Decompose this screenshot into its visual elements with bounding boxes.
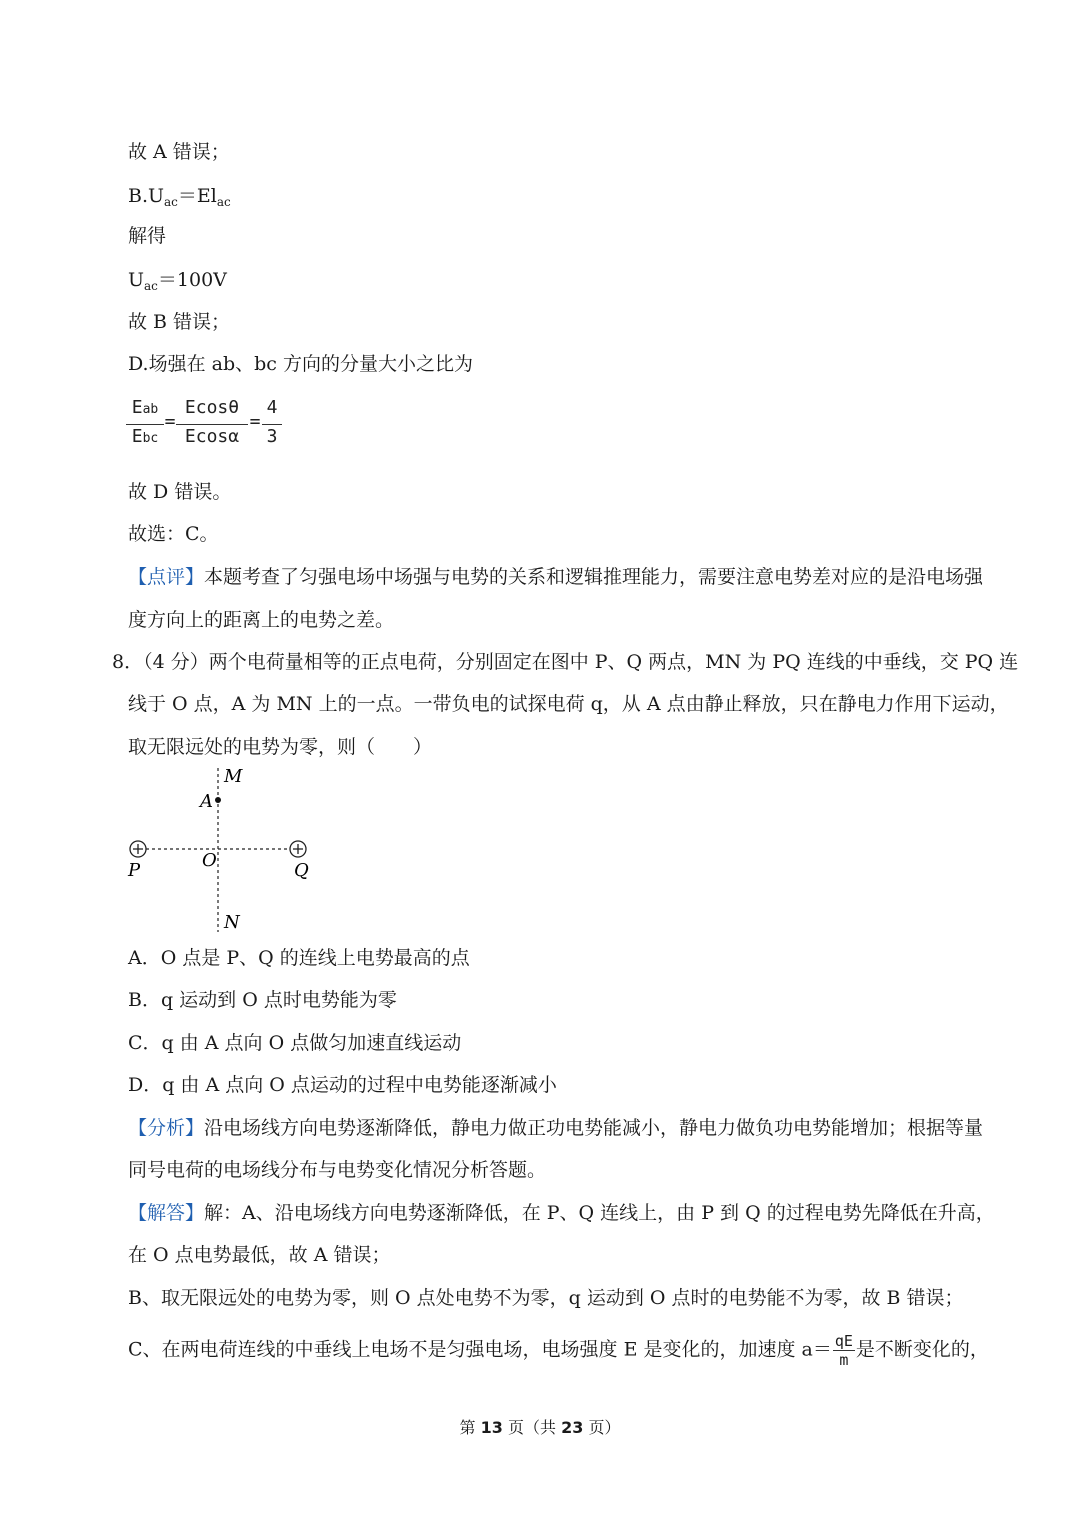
analysis-paragraph: [128, 1116, 983, 1140]
text-line: 故 D 错误。: [128, 481, 232, 503]
solution-text: 是不断变化的，: [855, 1338, 989, 1361]
ratio-formula: [126, 395, 296, 457]
solution-tag: 【解答】: [128, 1202, 205, 1224]
fraction-numerator: qE: [834, 1332, 853, 1350]
formula-denominator: 3: [266, 426, 278, 447]
point-a-dot: [215, 797, 221, 803]
option-b: B．q 运动到 O 点时电势能为零: [128, 989, 397, 1011]
text-line: 度方向上的距离上的电势之差。: [128, 609, 395, 631]
comment-text: 本题考查了匀强电场中场强与电势的关系和逻辑推理能力，需要注意电势差对应的是沿电场强: [204, 566, 984, 588]
question-stem: 8．（4 分）两个电荷量相等的正点电荷，分别固定在图中 P、Q 两点，MN 为 PQ 连线的中垂线，交 PQ 连: [112, 651, 1019, 673]
label-n: N: [224, 912, 240, 933]
text-line: 在 O 点电势最低，故 A 错误；: [128, 1244, 391, 1266]
text-line: [128, 1332, 989, 1369]
footer-text: 页）: [583, 1418, 621, 1437]
formula-numerator: Eab: [131, 397, 159, 418]
formula-denominator: Ecosα: [184, 426, 240, 447]
label-o: O: [202, 850, 217, 871]
formula-equals: =: [249, 411, 261, 432]
acceleration-fraction: [833, 1332, 855, 1369]
equation-line: [128, 184, 231, 208]
solution-paragraph: [128, 1201, 995, 1225]
charge-p-icon: [130, 841, 146, 857]
comment-paragraph: [128, 565, 983, 589]
fraction-denominator: m: [839, 1351, 849, 1369]
solution-text: 解：A、沿电场线方向电势逐渐降低，在 P、Q 连线上，由 P 到 Q 的过程电势先降低在升高，: [204, 1202, 995, 1224]
fraction-bar: [126, 424, 164, 425]
text-line: 故 A 错误；: [128, 141, 230, 163]
text-line: 解得: [128, 225, 167, 247]
label-a: A: [200, 791, 213, 812]
footer-text: 页（共: [502, 1418, 562, 1437]
fraction-bar: [262, 424, 282, 425]
charge-q-icon: [290, 841, 306, 857]
formula-numerator: Ecosθ: [184, 397, 240, 418]
formula-equals: =: [164, 411, 176, 432]
text-line: 故 B 错误；: [128, 311, 231, 333]
page-footer: [0, 1415, 1080, 1438]
eq-text: ＝100V: [157, 269, 227, 291]
formula-numerator: 4: [266, 397, 278, 418]
formula-denominator: Ebc: [131, 426, 159, 447]
solution-text: C、在两电荷连线的中垂线上电场不是匀强电场，电场强度 E 是变化的，加速度 a＝: [128, 1338, 832, 1361]
total-pages: 23: [561, 1418, 584, 1437]
label-p: P: [128, 860, 141, 881]
page-number: 13: [480, 1418, 503, 1437]
eq-text: ＝El: [177, 185, 217, 207]
eq-text: U: [128, 269, 145, 291]
fraction-bar: [176, 424, 248, 425]
question-stem: 线于 O 点，A 为 MN 上的一点。一带负电的试探电荷 q，从 A 点由静止释放，只在静电力作用下运动，: [128, 693, 1009, 715]
option-c: C．q 由 A 点向 O 点做匀加速直线运动: [128, 1032, 462, 1054]
analysis-tag: 【分析】: [128, 1117, 205, 1139]
label-q: Q: [294, 860, 309, 881]
eq-subscript: ac: [144, 279, 158, 293]
eq-text: B.U: [128, 185, 165, 207]
charge-diagram: [120, 760, 330, 940]
text-line: D.场强在 ab、bc 方向的分量大小之比为: [128, 353, 473, 375]
option-d: D．q 由 A 点向 O 点运动的过程中电势能逐渐减小: [128, 1074, 557, 1096]
eq-subscript: ac: [216, 195, 231, 209]
footer-text: 第: [459, 1418, 481, 1437]
comment-tag: 【点评】: [128, 566, 205, 588]
option-a: A．O 点是 P、Q 的连线上电势最高的点: [128, 947, 470, 969]
text-line: 同号电荷的电场线分布与电势变化情况分析答题。: [128, 1159, 547, 1181]
text-line: 故选：C。: [128, 523, 219, 545]
eq-subscript: ac: [164, 195, 178, 209]
label-m: M: [224, 766, 243, 787]
equation-line: [128, 268, 227, 292]
question-stem: 取无限远处的电势为零，则（ ）: [128, 736, 433, 758]
text-line: B、取无限远处的电势为零，则 O 点处电势不为零，q 运动到 O 点时的电势能不为零，故 B 错误；: [128, 1287, 964, 1309]
analysis-text: 沿电场线方向电势逐渐降低，静电力做正功电势能减小，静电力做负功电势能增加；根据等量: [204, 1117, 984, 1139]
